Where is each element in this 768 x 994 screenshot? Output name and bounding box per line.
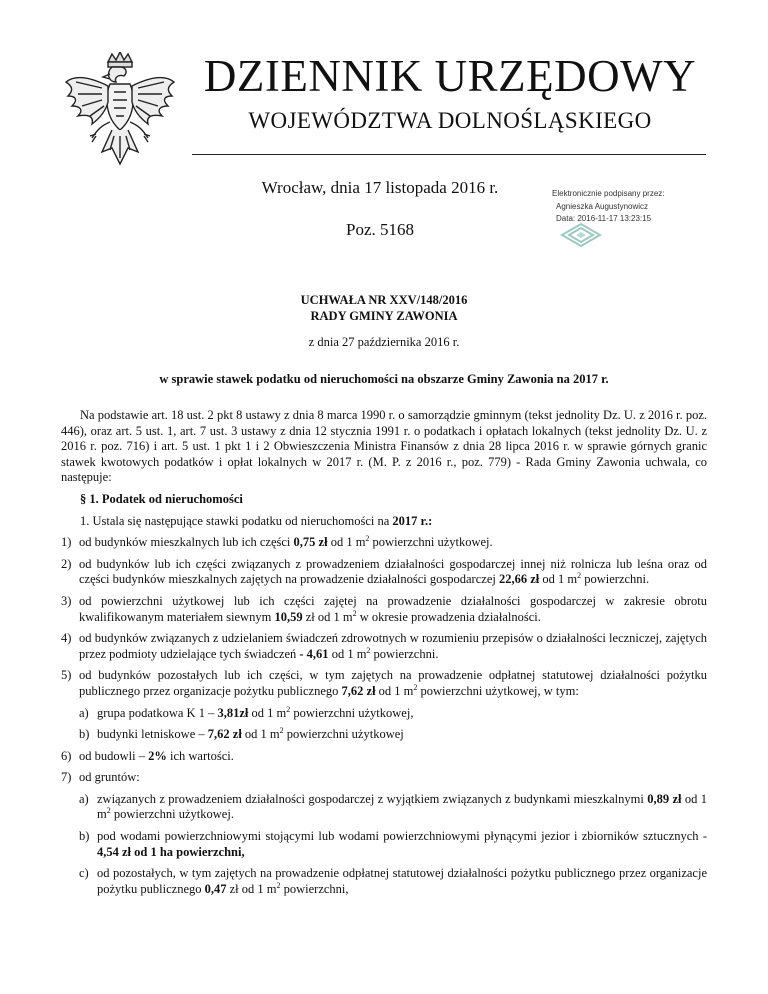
signature-label: Elektronicznie podpisany przez: [552, 189, 665, 198]
list-item: 2) od budynków lub ich części związanych z prowadzeniem działalności gospodarczej innej niż rolnicza lub leśna oraz od części budynków mieszkalnych zajętych na prowadzenie działalności gospodarczej 22,66 zł od 1 $m^2$ powierzchni. [61, 556, 707, 587]
sub-list-item: c) od pozostałych, w tym zajętych na prowadzenie odpłatnej statutowej działalności pożytku publicznego przez organizacje pożytku publicznego 0,47 zł od 1 $m^2$ powierzchni, [79, 866, 707, 896]
gazette-title: DZIENNIK URZĘDOWY [203, 51, 697, 101]
publication-date: Wrocław, dnia 17 listopada 2016 r. [261, 178, 499, 197]
signature-date: Data: 2016-11-17 13:23:15 [556, 214, 652, 223]
resolution-council: RADY GMINY ZAWONIA [310, 309, 458, 323]
intro-paragraph: 1. Ustala się następujące stawki podatku od nieruchomości na 2017 r.: [80, 513, 433, 528]
document-body [61, 408, 707, 903]
electronic-signature [552, 188, 665, 226]
sub-list-item: b) pod wodami powierzchniowymi stojącymi lub wodami powierzchniowymi płynącymi jezior i zbiorników sztucznych - 4,54 zł od 1 ha powierzchni, [79, 829, 707, 859]
sub-list-item: a) związanych z prowadzeniem działalności gospodarczej z wyjątkiem związanych z budynkami mieszkalnymi 0,89 zł od 1 $m^2$ powierzchni użytkowej. [79, 791, 707, 822]
sub-list-item: a) grupa podatkowa K 1 – 3,81zł od 1 $m^2$ powierzchni użytkowej, [79, 704, 414, 720]
resolution-heading [0, 292, 768, 324]
gazette-subtitle: WOJEWÓDZTWA DOLNOŚLĄSKIEGO [248, 108, 652, 133]
resolution-number: UCHWAŁA NR XXV/148/2016 [300, 293, 468, 307]
signature-stamp-icon [558, 222, 604, 248]
preamble-paragraph: Na podstawie art. 18 ust. 2 pkt 8 ustawy z dnia 8 marca 1990 r. o samorządzie gminnym (tekst jednolity Dz. U. z 2016 r. poz. 446), oraz art. 5 ust. 1, art. 7 ust. 3 ustawy z dnia 12 stycznia 1991 r. o podatkach i opłatach lokalnych (tekst jednolity Dz. U. z 2016 r. poz. 716) i art. 5 ust. 1 pkt 1 i 2 Obwieszczenia Ministra Finansów z dnia 28 lipca 2016 r. w sprawie górnych granic stawek kwotowych podatków i opłat lokalnych w 2017 r. (M. P. z 2016 r., poz. 779) - Rada Gminy Zawonia uchwala, co następuje: [61, 408, 707, 485]
list-item: 3) od powierzchni użytkowej lub ich części zajętej na prowadzenie działalności gospodarczej w zakresie obrotu kwalifikowanym materiałem siewnym 10,59 zł od 1 $m^2$ w okresie prowadzenia działalności. [61, 593, 707, 624]
section-heading: § 1. Podatek od nieruchomości [80, 491, 243, 506]
list-item: 4) od budynków związanych z udzielaniem świadczeń zdrowotnych w rozumieniu przepisów o działalności leczniczej, zajętych przez podmioty udzielające tych świadczeń - 4,61 od 1 $m^2$ powierzchni. [61, 631, 707, 661]
resolution-subject: w sprawie stawek podatku od nieruchomości na obszarze Gminy Zawonia na 2017 r. [159, 372, 609, 386]
sub-list-item: b) budynki letniskowe – 7,62 zł od 1 $m^2$ powierzchni użytkowej [79, 726, 404, 742]
list-item: 5) od budynków pozostałych lub ich części, w tym zajętych na prowadzenie odpłatnej statutowej działalności pożytku publicznego przez organizacje pożytku publicznego 7,62 zł od 1 $m^2$ powierzchni użytkowej, w tym: [61, 668, 707, 698]
signature-signer: Agnieszka Augustynowicz [556, 201, 649, 211]
list-item: 6) od budowli – 2% ich wartości. [61, 748, 234, 763]
list-item: 7) od gruntów: [61, 770, 140, 785]
position-number: Poz. 5168 [346, 220, 414, 239]
header-divider [192, 154, 706, 155]
list-item: 1) od budynków mieszkalnych lub ich części 0,75 zł od 1 $m^2$ powierzchni użytkowej. [61, 534, 493, 550]
resolution-date: z dnia 27 października 2016 r. [308, 335, 460, 349]
polish-eagle-emblem-icon [62, 52, 178, 172]
